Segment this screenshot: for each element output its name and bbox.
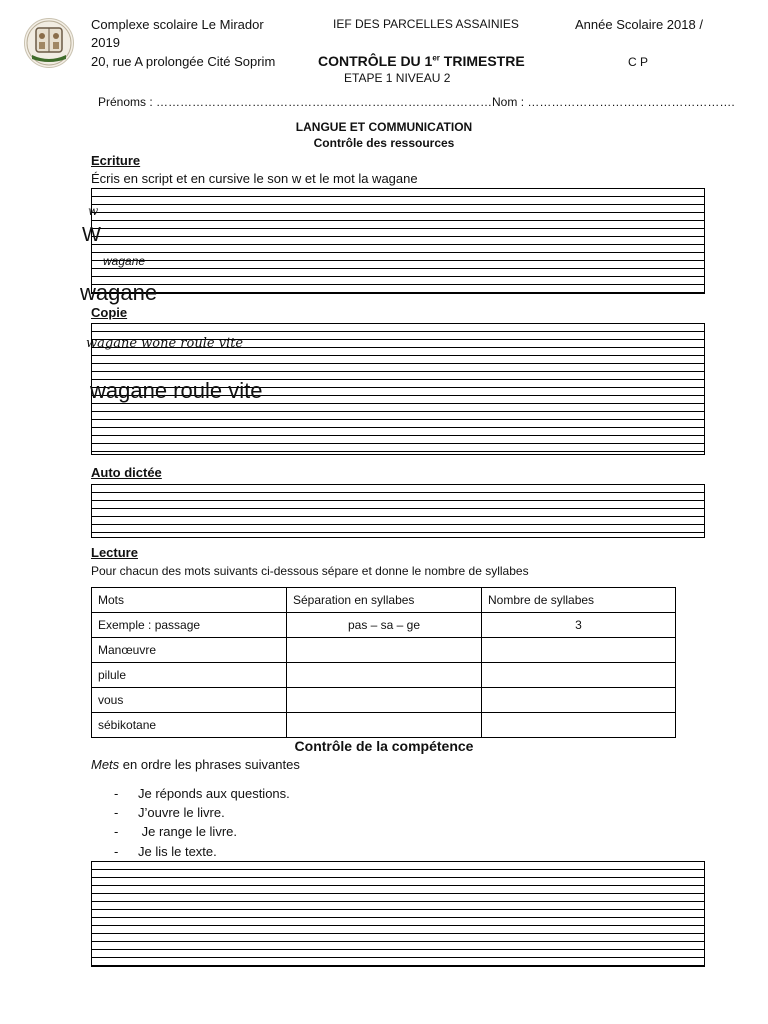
word-cell: vous xyxy=(92,688,287,713)
column-header: Nombre de syllabes xyxy=(482,588,676,613)
table-header-row xyxy=(92,588,676,613)
class-label: C P xyxy=(628,55,649,69)
instruction-rest: en ordre les phrases suivantes xyxy=(119,757,300,772)
list-bullet: - xyxy=(114,824,119,839)
table-row xyxy=(92,713,676,738)
list-item: Je lis le texte. xyxy=(138,844,217,859)
competence-instruction xyxy=(91,757,300,772)
copie-heading: Copie xyxy=(91,305,128,320)
section-title: LANGUE ET COMMUNICATION xyxy=(295,120,473,134)
page-title xyxy=(318,53,525,69)
auto-dictee-heading: Auto dictée xyxy=(91,465,162,480)
column-header: Séparation en syllabes xyxy=(287,588,482,613)
list-bullet: - xyxy=(114,805,119,820)
count-cell[interactable] xyxy=(482,638,676,663)
copie-script-model: wagane roule vite xyxy=(90,378,263,403)
copie-cursive-model: wagane wone roule vite xyxy=(86,336,244,351)
ecriture-script-word: wagane xyxy=(80,280,158,305)
syllables-cell[interactable] xyxy=(287,713,482,738)
ecriture-script-w: W xyxy=(82,224,101,246)
section-subtitle: Contrôle des ressources xyxy=(313,136,455,150)
competence-writing-lines[interactable] xyxy=(91,861,705,967)
word-cell: pilule xyxy=(92,663,287,688)
competence-title: Contrôle de la compétence xyxy=(294,738,474,754)
syllables-cell[interactable] xyxy=(287,688,482,713)
table-row xyxy=(92,663,676,688)
list-item: Je range le livre. xyxy=(138,824,237,839)
name-field[interactable]: Prénoms : …………………………………………………………………………Nom : ……………………………………………. xyxy=(98,95,735,109)
word-cell: Manœuvre xyxy=(92,638,287,663)
school-logo xyxy=(24,18,74,68)
crest-icon xyxy=(25,19,73,67)
ecriture-cursive-w: w xyxy=(88,204,99,218)
title-superscript: er xyxy=(432,53,440,63)
school-year: Année Scolaire 2018 / xyxy=(575,17,703,32)
ecriture-cursive-word: wagane xyxy=(103,254,146,268)
ecriture-instruction: Écris en script et en cursive le son w et le mot la wagane xyxy=(91,171,418,186)
word-cell: sébikotane xyxy=(92,713,287,738)
auto-dictee-writing-lines[interactable] xyxy=(91,484,705,538)
ecriture-heading: Ecriture xyxy=(91,153,141,168)
title-suffix: TRIMESTRE xyxy=(439,53,525,69)
school-year-end: 2019 xyxy=(91,35,120,50)
etape-label: ETAPE 1 NIVEAU 2 xyxy=(344,71,451,85)
list-bullet: - xyxy=(114,786,119,801)
list-item: Je réponds aux questions. xyxy=(138,786,290,801)
column-header: Mots xyxy=(92,588,287,613)
lecture-instruction: Pour chacun des mots suivants ci-dessous sépare et donne le nombre de syllabes xyxy=(91,564,529,578)
count-cell[interactable] xyxy=(482,663,676,688)
count-cell[interactable] xyxy=(482,713,676,738)
school-address: 20, rue A prolongée Cité Soprim xyxy=(91,54,276,69)
syllables-cell: pas – sa – ge xyxy=(287,613,482,638)
title-prefix: CONTRÔLE DU 1 xyxy=(318,53,433,69)
list-bullet: - xyxy=(114,844,119,859)
syllables-cell[interactable] xyxy=(287,638,482,663)
table-row xyxy=(92,613,676,638)
ecriture-writing-lines[interactable] xyxy=(91,188,705,294)
ief-name: IEF DES PARCELLES ASSAINIES xyxy=(333,17,519,31)
school-name: Complexe scolaire Le Mirador xyxy=(91,17,264,32)
table-row xyxy=(92,638,676,663)
syllables-cell[interactable] xyxy=(287,663,482,688)
lecture-heading: Lecture xyxy=(91,545,138,560)
word-cell: Exemple : passage xyxy=(92,613,287,638)
syllable-table xyxy=(91,587,676,738)
count-cell[interactable] xyxy=(482,688,676,713)
list-item: J’ouvre le livre. xyxy=(138,805,225,820)
instruction-verb: Mets xyxy=(91,757,120,772)
table-row xyxy=(92,688,676,713)
count-cell: 3 xyxy=(482,613,676,638)
